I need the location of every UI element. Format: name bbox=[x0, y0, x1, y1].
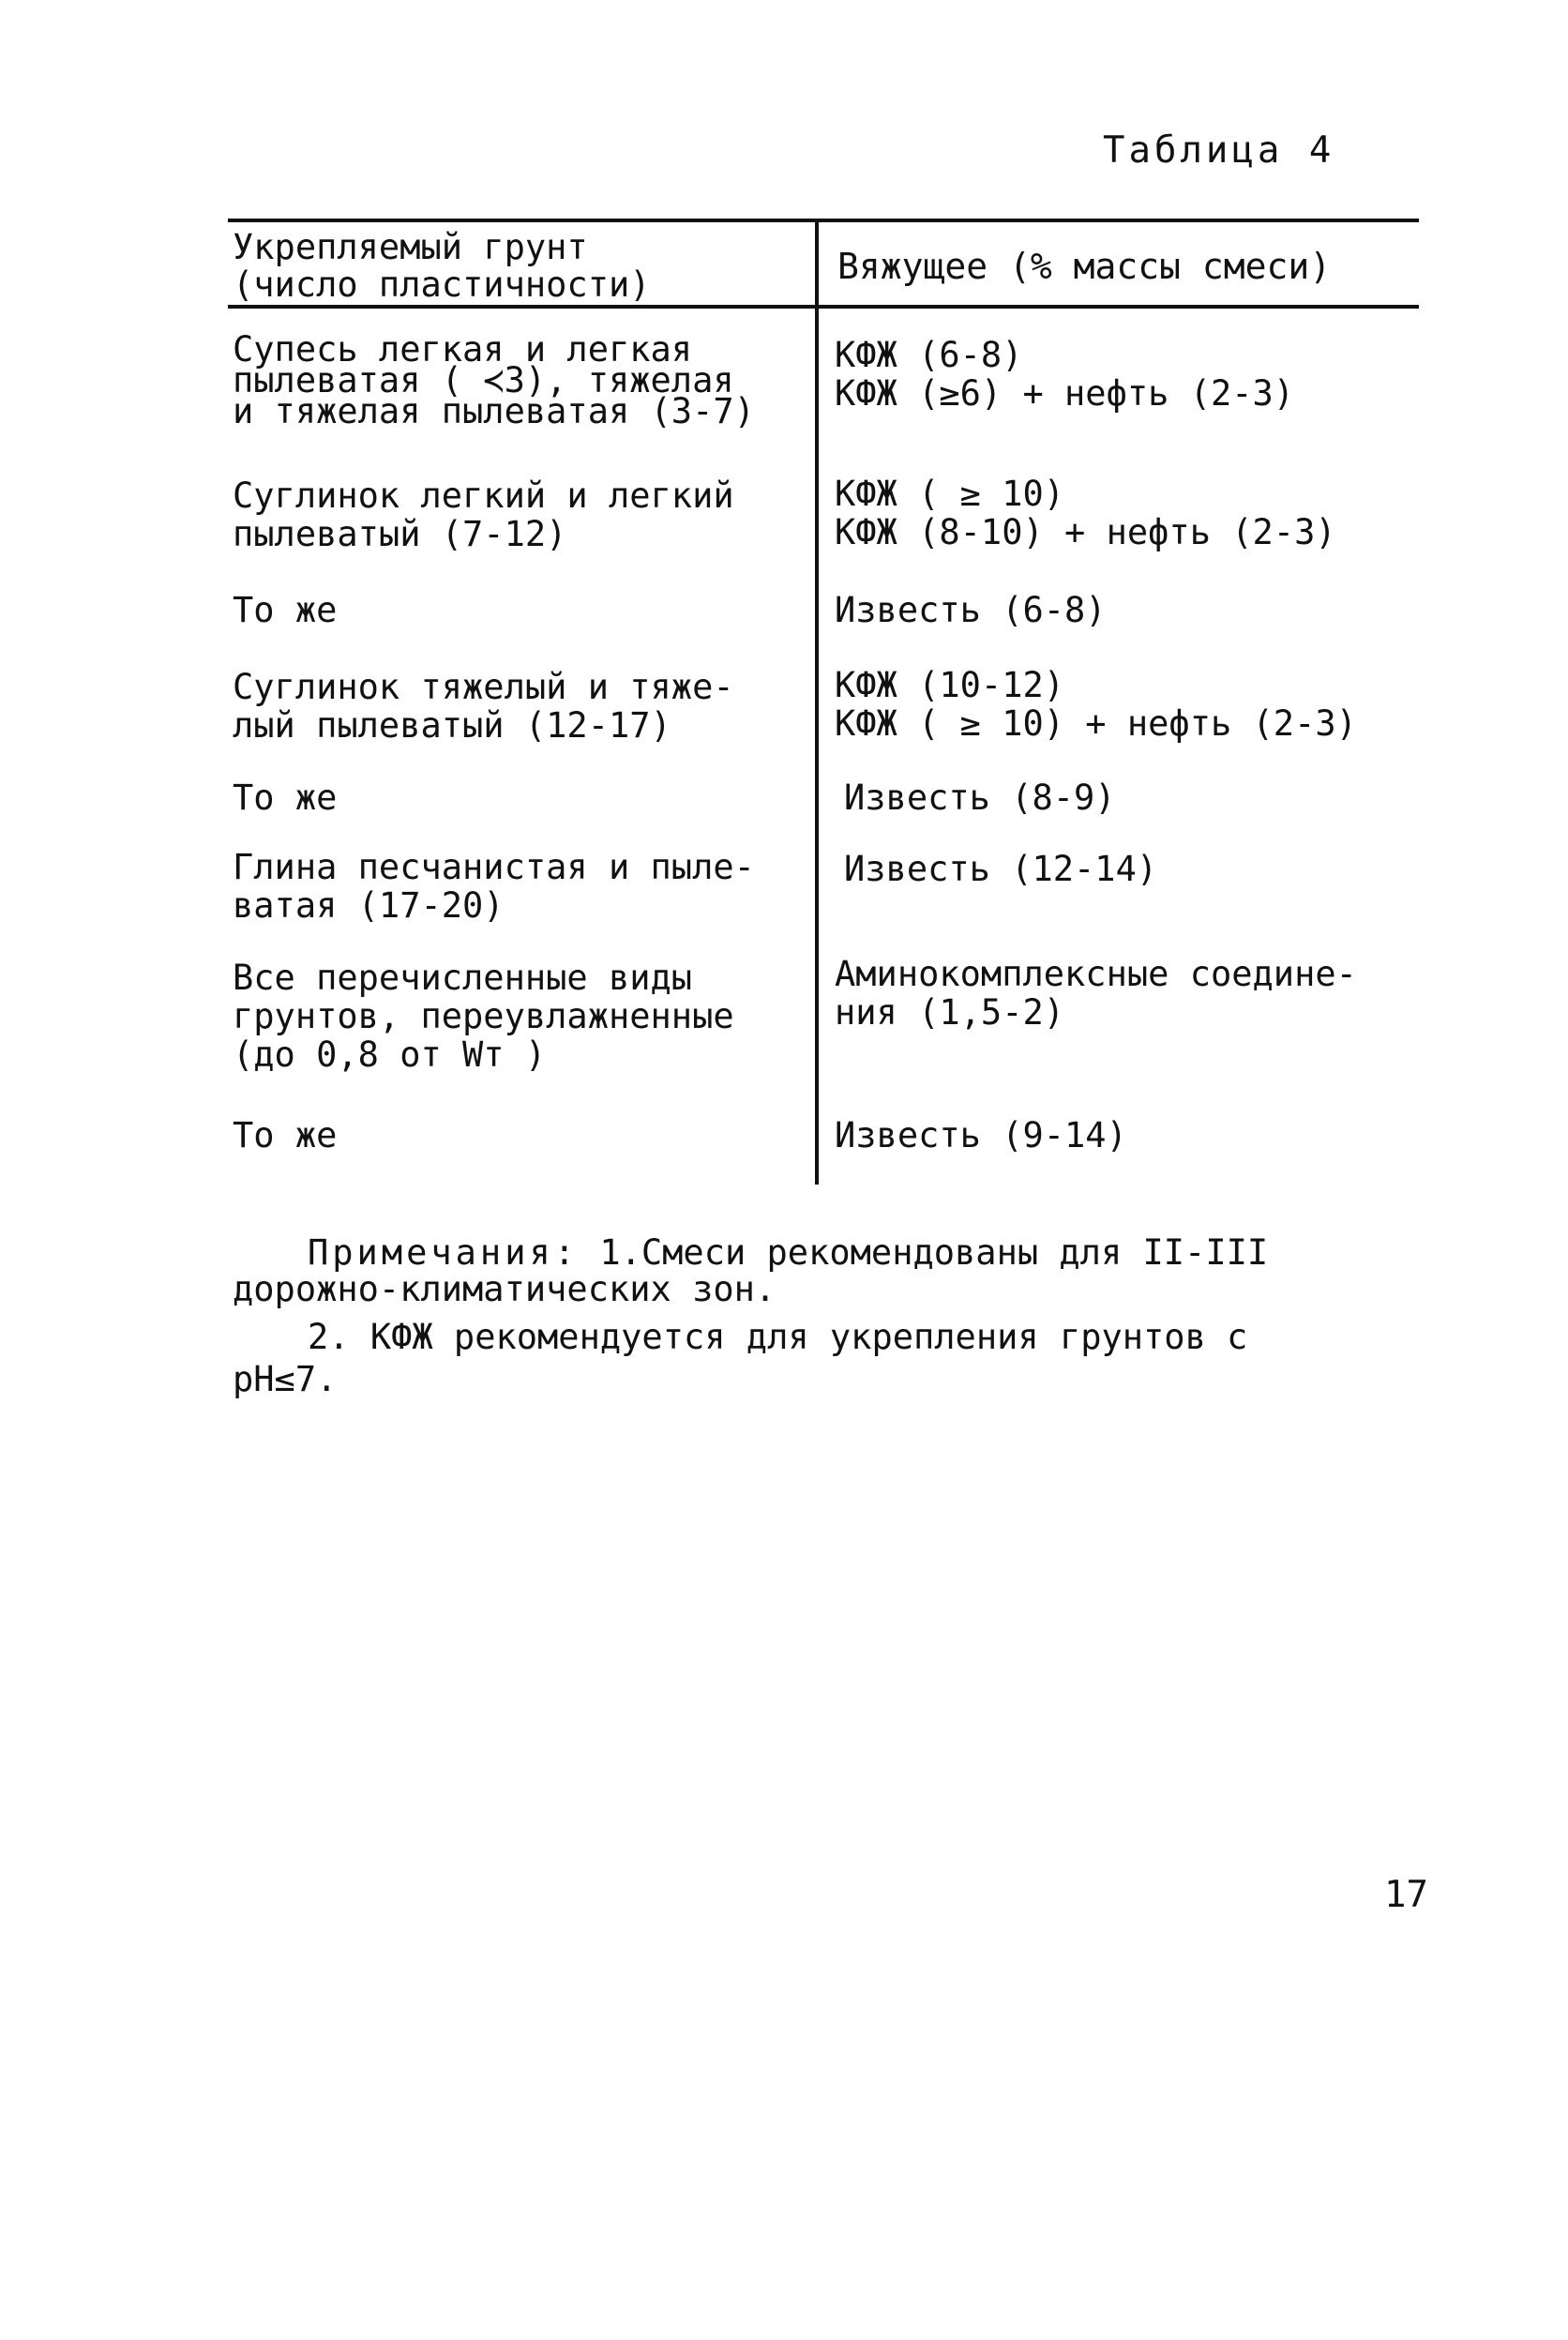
cell-line: Известь (8-9) bbox=[844, 777, 1116, 818]
row-7-binder bbox=[835, 955, 1435, 1032]
table-header-rule bbox=[228, 305, 1419, 309]
cell-line: Суглинок легкий и легкий bbox=[233, 476, 734, 516]
cell-line: КФЖ (≥6) + нефть (2-3) bbox=[835, 373, 1295, 414]
row-5-binder bbox=[844, 778, 1444, 817]
row-2-soil bbox=[233, 476, 814, 553]
cell-line: грунтов, переувлажненные bbox=[233, 996, 734, 1036]
cell-line: КФЖ ( ≥ 10) bbox=[835, 474, 1065, 514]
header-binder: Вяжущее (% массы смеси) bbox=[837, 246, 1332, 287]
page-number: 17 bbox=[1384, 1874, 1428, 1916]
cell-line: КФЖ (6-8) bbox=[835, 335, 1023, 375]
row-8-binder bbox=[835, 1116, 1435, 1155]
row-4-soil bbox=[233, 668, 814, 745]
cell-line: То же bbox=[233, 590, 338, 630]
note-1-line-2: дорожно-климатических зон. bbox=[233, 1269, 776, 1309]
cell-line: КФЖ (8-10) + нефть (2-3) bbox=[835, 512, 1336, 552]
cell-line: Супесь легкая и легкая bbox=[233, 329, 693, 370]
row-6-soil bbox=[233, 848, 814, 925]
note-2-line-1: 2. КФЖ рекомендуется для укрепления грунтов с bbox=[308, 1317, 1248, 1357]
row-5-soil bbox=[233, 778, 814, 817]
cell-line: (до 0,8 от Wт ) bbox=[233, 1034, 547, 1075]
notes-label: Примечания: bbox=[308, 1232, 580, 1273]
cell-line: Аминокомплексные соедине- bbox=[835, 954, 1357, 994]
cell-line: Суглинок тяжелый и тяже- bbox=[233, 667, 734, 707]
cell-line: пылеватая ( ≺3), тяжелая bbox=[233, 360, 734, 400]
cell-line: То же bbox=[233, 777, 338, 818]
table-title: Таблица 4 bbox=[1103, 129, 1335, 172]
row-1-binder bbox=[835, 336, 1435, 413]
note-2-line-2: pH≤7. bbox=[233, 1359, 338, 1399]
column-divider bbox=[815, 219, 819, 1185]
cell-line: КФЖ ( ≥ 10) + нефть (2-3) bbox=[835, 703, 1357, 744]
cell-line: Глина песчанистая и пыле- bbox=[233, 847, 755, 887]
row-4-binder bbox=[835, 666, 1435, 743]
cell-line: Известь (9-14) bbox=[835, 1115, 1127, 1155]
row-3-soil bbox=[233, 591, 814, 629]
row-2-binder bbox=[835, 475, 1435, 551]
header-soil-line: Укрепляемый грунт bbox=[233, 227, 588, 267]
header-soil-line: (число пластичности) bbox=[233, 264, 651, 305]
cell-line: КФЖ (10-12) bbox=[835, 665, 1065, 705]
header-soil bbox=[233, 229, 805, 304]
table-top-rule bbox=[228, 219, 1419, 222]
cell-line: и тяжелая пылеватая (3-7) bbox=[233, 391, 755, 431]
notes bbox=[233, 1231, 1424, 1400]
cell-line: Все перечисленные виды bbox=[233, 958, 693, 998]
cell-line: лый пылеватый (12-17) bbox=[233, 705, 671, 746]
row-6-binder bbox=[844, 850, 1444, 888]
cell-line: пылеватый (7-12) bbox=[233, 514, 567, 554]
cell-line: Известь (12-14) bbox=[844, 849, 1158, 889]
cell-line: То же bbox=[233, 1115, 338, 1155]
row-3-binder bbox=[835, 591, 1435, 629]
row-8-soil bbox=[233, 1116, 814, 1155]
cell-line: ния (1,5-2) bbox=[835, 992, 1065, 1033]
row-1-soil bbox=[233, 330, 814, 430]
row-7-soil bbox=[233, 959, 814, 1074]
note-1-text: 1.Смеси рекомендованы для II-III bbox=[599, 1232, 1269, 1273]
cell-line: ватая (17-20) bbox=[233, 885, 505, 926]
cell-line: Известь (6-8) bbox=[835, 590, 1107, 630]
